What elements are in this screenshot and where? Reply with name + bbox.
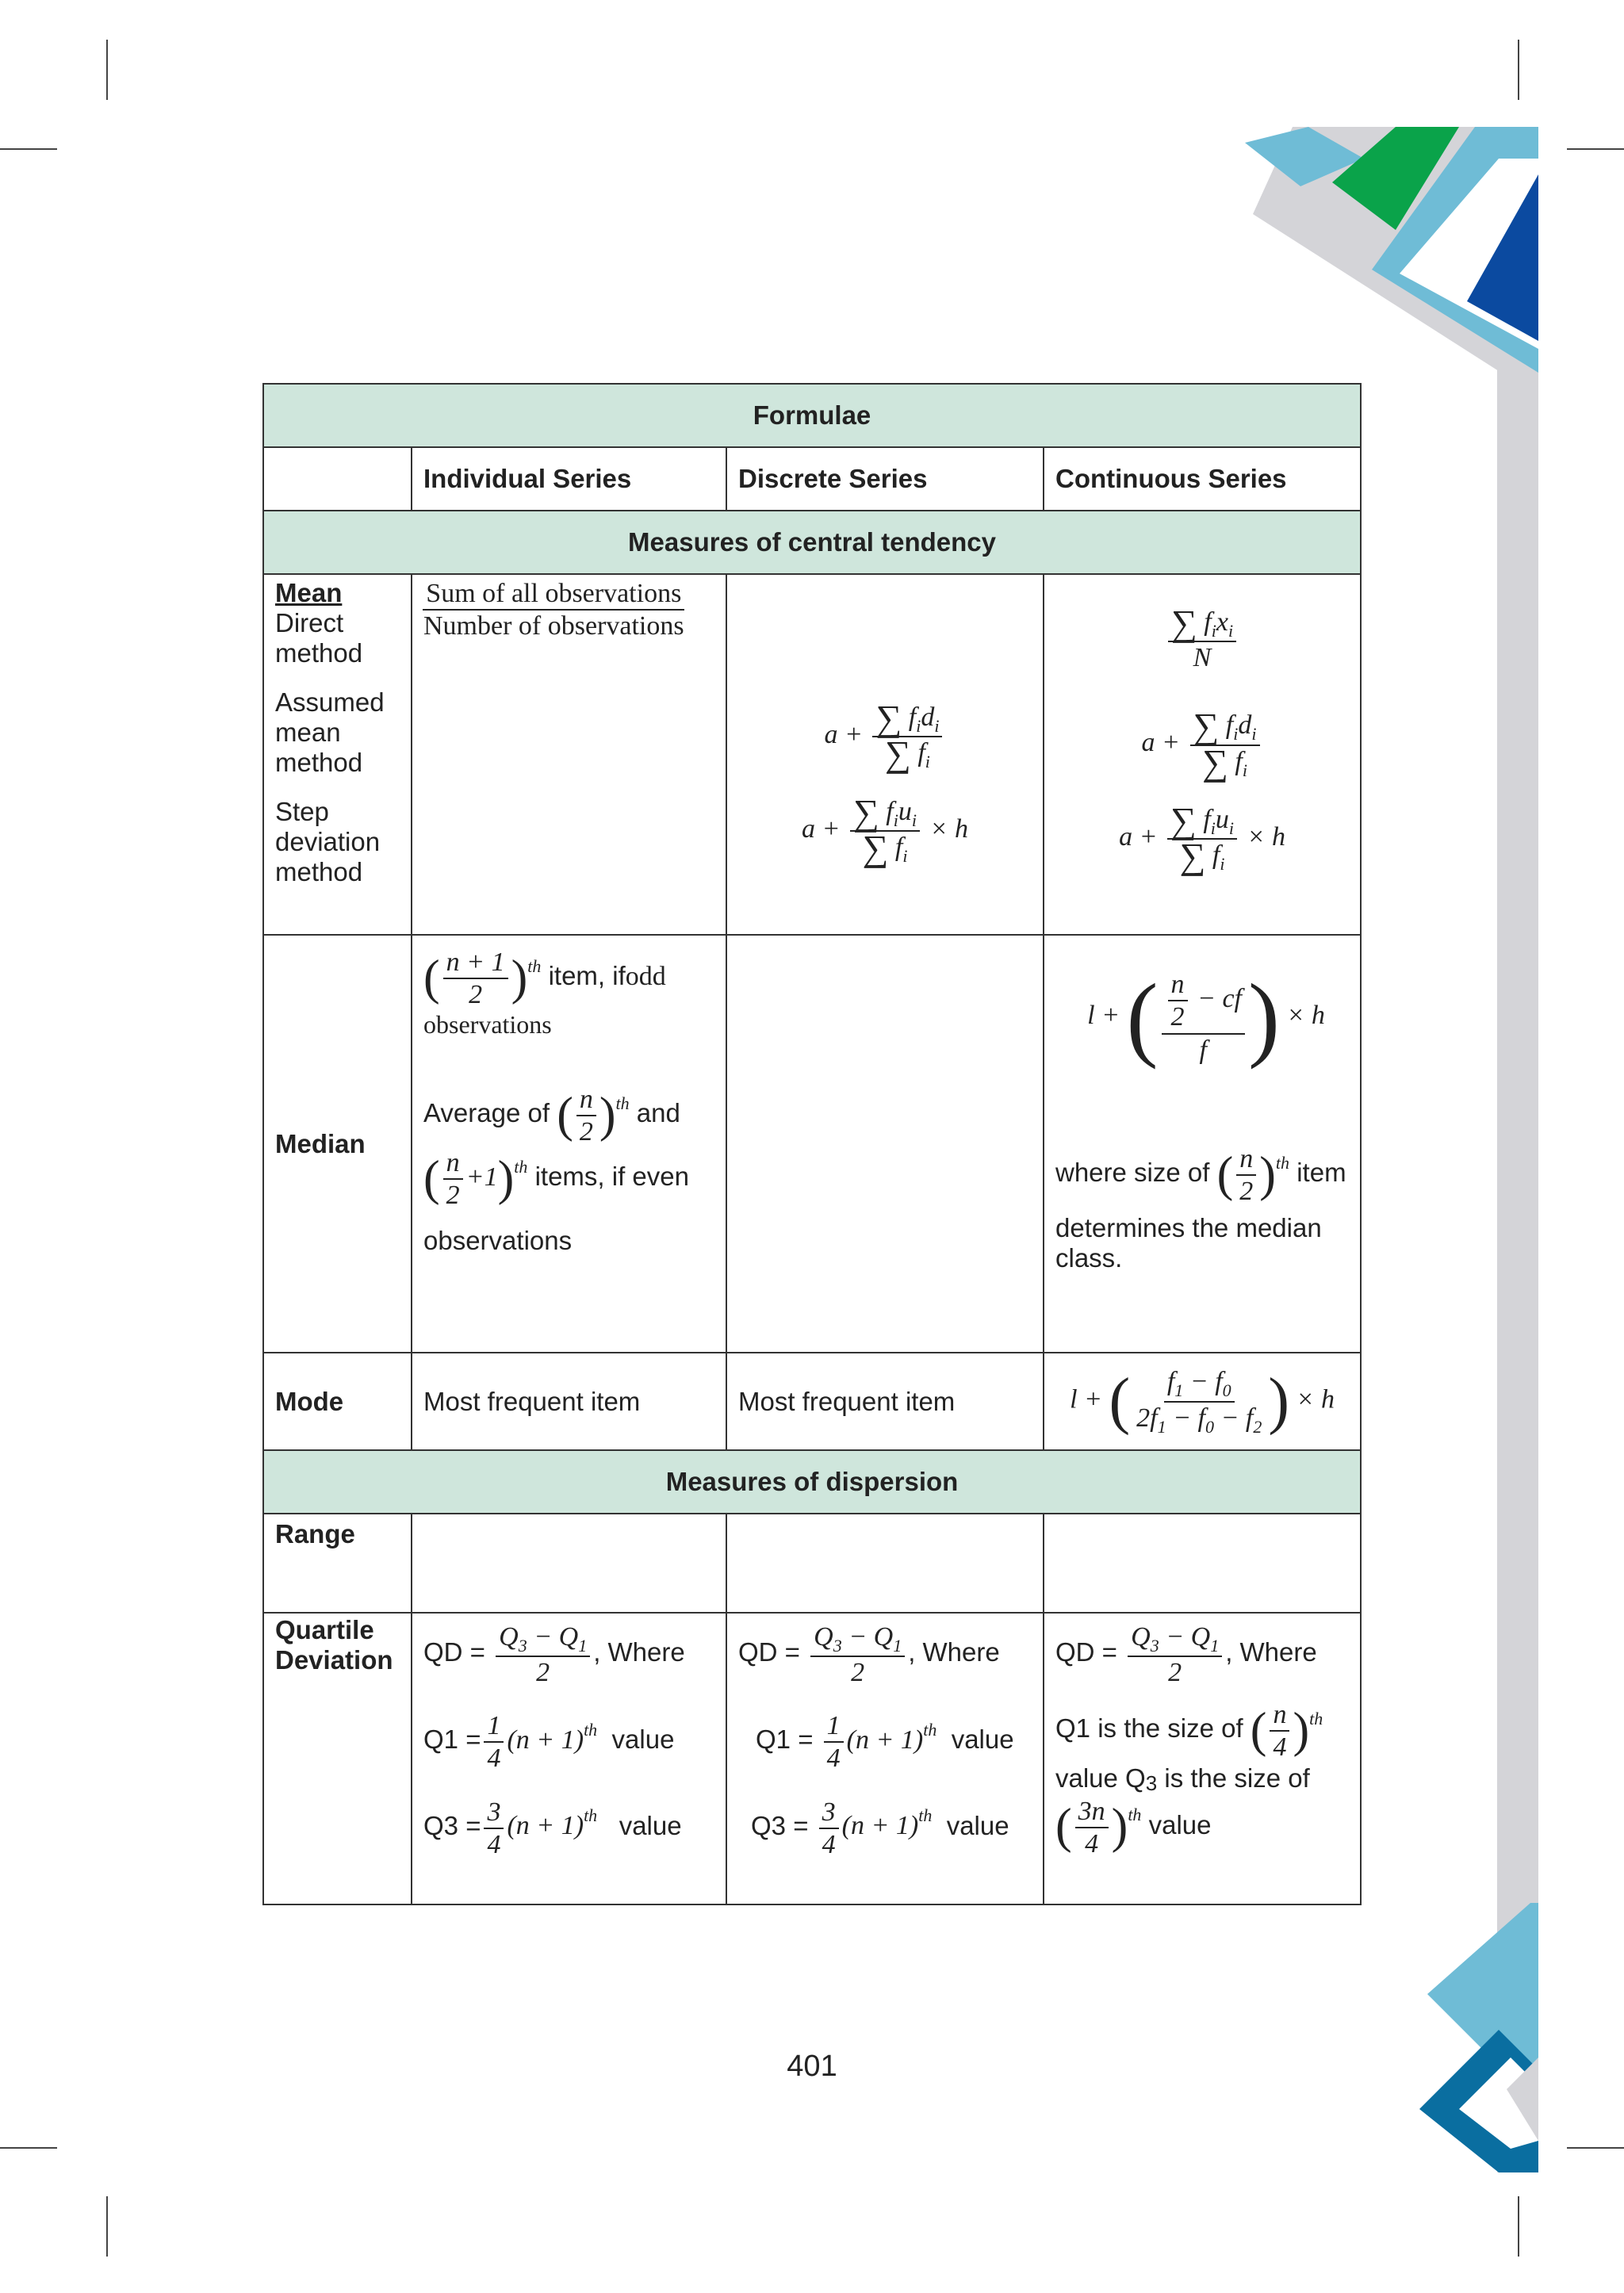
header-discrete: Discrete Series xyxy=(726,447,1044,511)
qd-individual-cell xyxy=(412,1613,726,1904)
qd-prefix: QD = xyxy=(1055,1636,1117,1667)
q3-prefix: Q3 = xyxy=(423,1810,481,1840)
range-discrete xyxy=(726,1514,1044,1613)
step-deviation-formula: a + $\frac{\sum f_iu_i}{\sum f_i}$ × h xyxy=(802,791,968,868)
qd-prefix: QD = xyxy=(738,1636,800,1667)
median-where-line: where size of ( $\frac{n}{2}$ )$^{th}$ item xyxy=(1055,1144,1346,1207)
range-individual xyxy=(412,1514,726,1613)
section-central: Measures of central tendency xyxy=(263,511,1361,574)
median-row xyxy=(263,935,1361,1353)
qd-line: QD = $\frac{Q_3 - Q_1}{2}$ , Where xyxy=(738,1622,1000,1688)
q3-value: value xyxy=(619,1810,682,1840)
median-discrete-cell xyxy=(726,935,1044,1353)
median-continuous-cell xyxy=(1044,935,1361,1353)
q3-line: Q3 = $\frac{3}{4}$ $(n + 1)^{th}$ value xyxy=(423,1797,682,1859)
median-determines: determines the median class. xyxy=(1055,1213,1322,1273)
formulae-table xyxy=(262,383,1362,1905)
range-continuous xyxy=(1044,1514,1361,1613)
qd-label: Quartile Deviation xyxy=(263,1613,412,1904)
page-number: 401 xyxy=(787,2050,837,2083)
median-even-line2: ( $\frac{n}{2}$ +1)$^{th}$ items, if even xyxy=(423,1148,689,1211)
q1-prefix: Q1 = xyxy=(756,1725,814,1755)
median-where-text: where size of xyxy=(1055,1157,1210,1187)
qd-discrete-cell xyxy=(726,1613,1044,1904)
assumed-mean-formula: a + $\frac{\sum f_id_i}{\sum f_i}$ xyxy=(738,702,1032,772)
median-even-obs: observations xyxy=(423,1225,573,1255)
q3-value: value xyxy=(946,1810,1009,1840)
q3-cont-line xyxy=(1055,1763,1349,1796)
mean-continuous-cell xyxy=(1044,574,1361,935)
median-odd-line: ( $\frac{n + 1}{2}$ )$^{th}$ item, ifodd xyxy=(423,947,666,1010)
q3-prefix: Q3 = xyxy=(751,1810,809,1840)
q1-prefix: Q1 = xyxy=(423,1725,481,1755)
qd-where: , Where xyxy=(593,1636,685,1667)
direct-mean-formula: $\frac{\sum f_ix_i}{N}$ xyxy=(1055,607,1349,673)
q3-cont-formula-line: ( $\frac{3n}{4}$ )$^{th}$ value xyxy=(1055,1796,1212,1859)
q1-line: Q1 = $\frac{1}{4}$ $(n + 1)^{th}$ value xyxy=(756,1711,1014,1774)
header-continuous: Continuous Series xyxy=(1044,447,1361,511)
mean-row xyxy=(263,574,1361,935)
median-even-items: items, if even xyxy=(534,1162,689,1192)
median-odd-text: item, if xyxy=(548,960,626,990)
mean-label: Mean xyxy=(275,578,343,607)
formula-numerator: Sum of all observations xyxy=(423,578,684,611)
qd-line: QD = $\frac{Q_3 - Q_1}{2}$ , Where xyxy=(423,1622,685,1688)
section-row xyxy=(263,1450,1361,1514)
median-individual-cell xyxy=(412,935,726,1353)
q3-cont-value: value xyxy=(1148,1809,1212,1839)
mean-individual-formula xyxy=(420,578,688,641)
header-row xyxy=(263,447,1361,511)
q1-value: value xyxy=(951,1725,1014,1755)
mean-discrete-cell xyxy=(726,574,1044,935)
mode-discrete: Most frequent item xyxy=(726,1353,1044,1450)
median-odd-word: odd xyxy=(625,961,666,991)
range-row xyxy=(263,1514,1361,1613)
mean-direct-label: Direct method xyxy=(275,608,363,668)
q3-cont-rest: is the size of xyxy=(1157,1763,1310,1793)
median-label: Median xyxy=(263,935,412,1353)
q3-line: Q3 = $\frac{3}{4}$ $(n + 1)^{th}$ value xyxy=(751,1797,1009,1859)
blue-diamond xyxy=(1427,1903,1538,2069)
mode-row xyxy=(263,1353,1361,1450)
qd-where: , Where xyxy=(908,1636,1000,1667)
q1-cont-line: Q1 is the size of ( $\frac{n}{4}$ )$^{th}$ xyxy=(1055,1700,1323,1763)
qd-prefix: QD = xyxy=(423,1636,485,1667)
side-strip xyxy=(1497,127,1538,2172)
mode-label: Mode xyxy=(263,1353,412,1450)
table-title-row xyxy=(263,384,1361,447)
qd-where: , Where xyxy=(1225,1636,1317,1667)
median-even-and: and xyxy=(636,1098,680,1128)
mode-individual: Most frequent item xyxy=(412,1353,726,1450)
q1-line: Q1 = $\frac{1}{4}$ $(n + 1)^{th}$ value xyxy=(423,1711,675,1774)
assumed-mean-formula: a + $\frac{\sum f_id_i}{\sum f_i}$ xyxy=(1055,710,1349,780)
qd-line: QD = $\frac{Q_3 - Q_1}{2}$ , Where xyxy=(1055,1622,1317,1688)
qd-continuous-cell xyxy=(1044,1613,1361,1904)
qd-row xyxy=(263,1613,1361,1904)
mean-step-label: Step deviation method xyxy=(275,797,381,886)
formula-denominator: Number of observations xyxy=(423,611,684,641)
q3-cont-text: value Q xyxy=(1055,1763,1146,1793)
header-blank xyxy=(263,447,412,511)
median-even-avg: Average of xyxy=(423,1098,550,1128)
section-dispersion: Measures of dispersion xyxy=(263,1450,1361,1514)
q1-cont-text: Q1 is the size of xyxy=(1055,1713,1243,1744)
section-row xyxy=(263,511,1361,574)
q1-value: value xyxy=(611,1725,675,1755)
median-item-text: item xyxy=(1297,1157,1346,1187)
mode-continuous-formula: l + ( $\frac{f_1 - f_0}{2f_1 - f_0 - f_2}$ ) × h xyxy=(1044,1353,1361,1450)
step-deviation-formula: a + $\frac{\sum f_iu_i}{\sum f_i}$ × h xyxy=(1119,799,1285,877)
range-label: Range xyxy=(263,1514,412,1613)
q3-subscript: 3 xyxy=(1145,1770,1158,1795)
header-individual: Individual Series xyxy=(412,447,726,511)
mean-individual-cell xyxy=(412,574,726,935)
median-continuous-formula: l + ( $\frac{n}{2}$ − cf f ) × h xyxy=(1087,964,1325,1070)
table-title: Formulae xyxy=(263,384,1361,447)
median-even-line: Average of ( $\frac{n}{2}$ )$^{th}$ and xyxy=(423,1085,680,1147)
mean-label-cell xyxy=(263,574,412,935)
mean-assumed-label: Assumed mean method xyxy=(275,687,385,777)
median-odd-obs: observations xyxy=(423,1010,552,1039)
